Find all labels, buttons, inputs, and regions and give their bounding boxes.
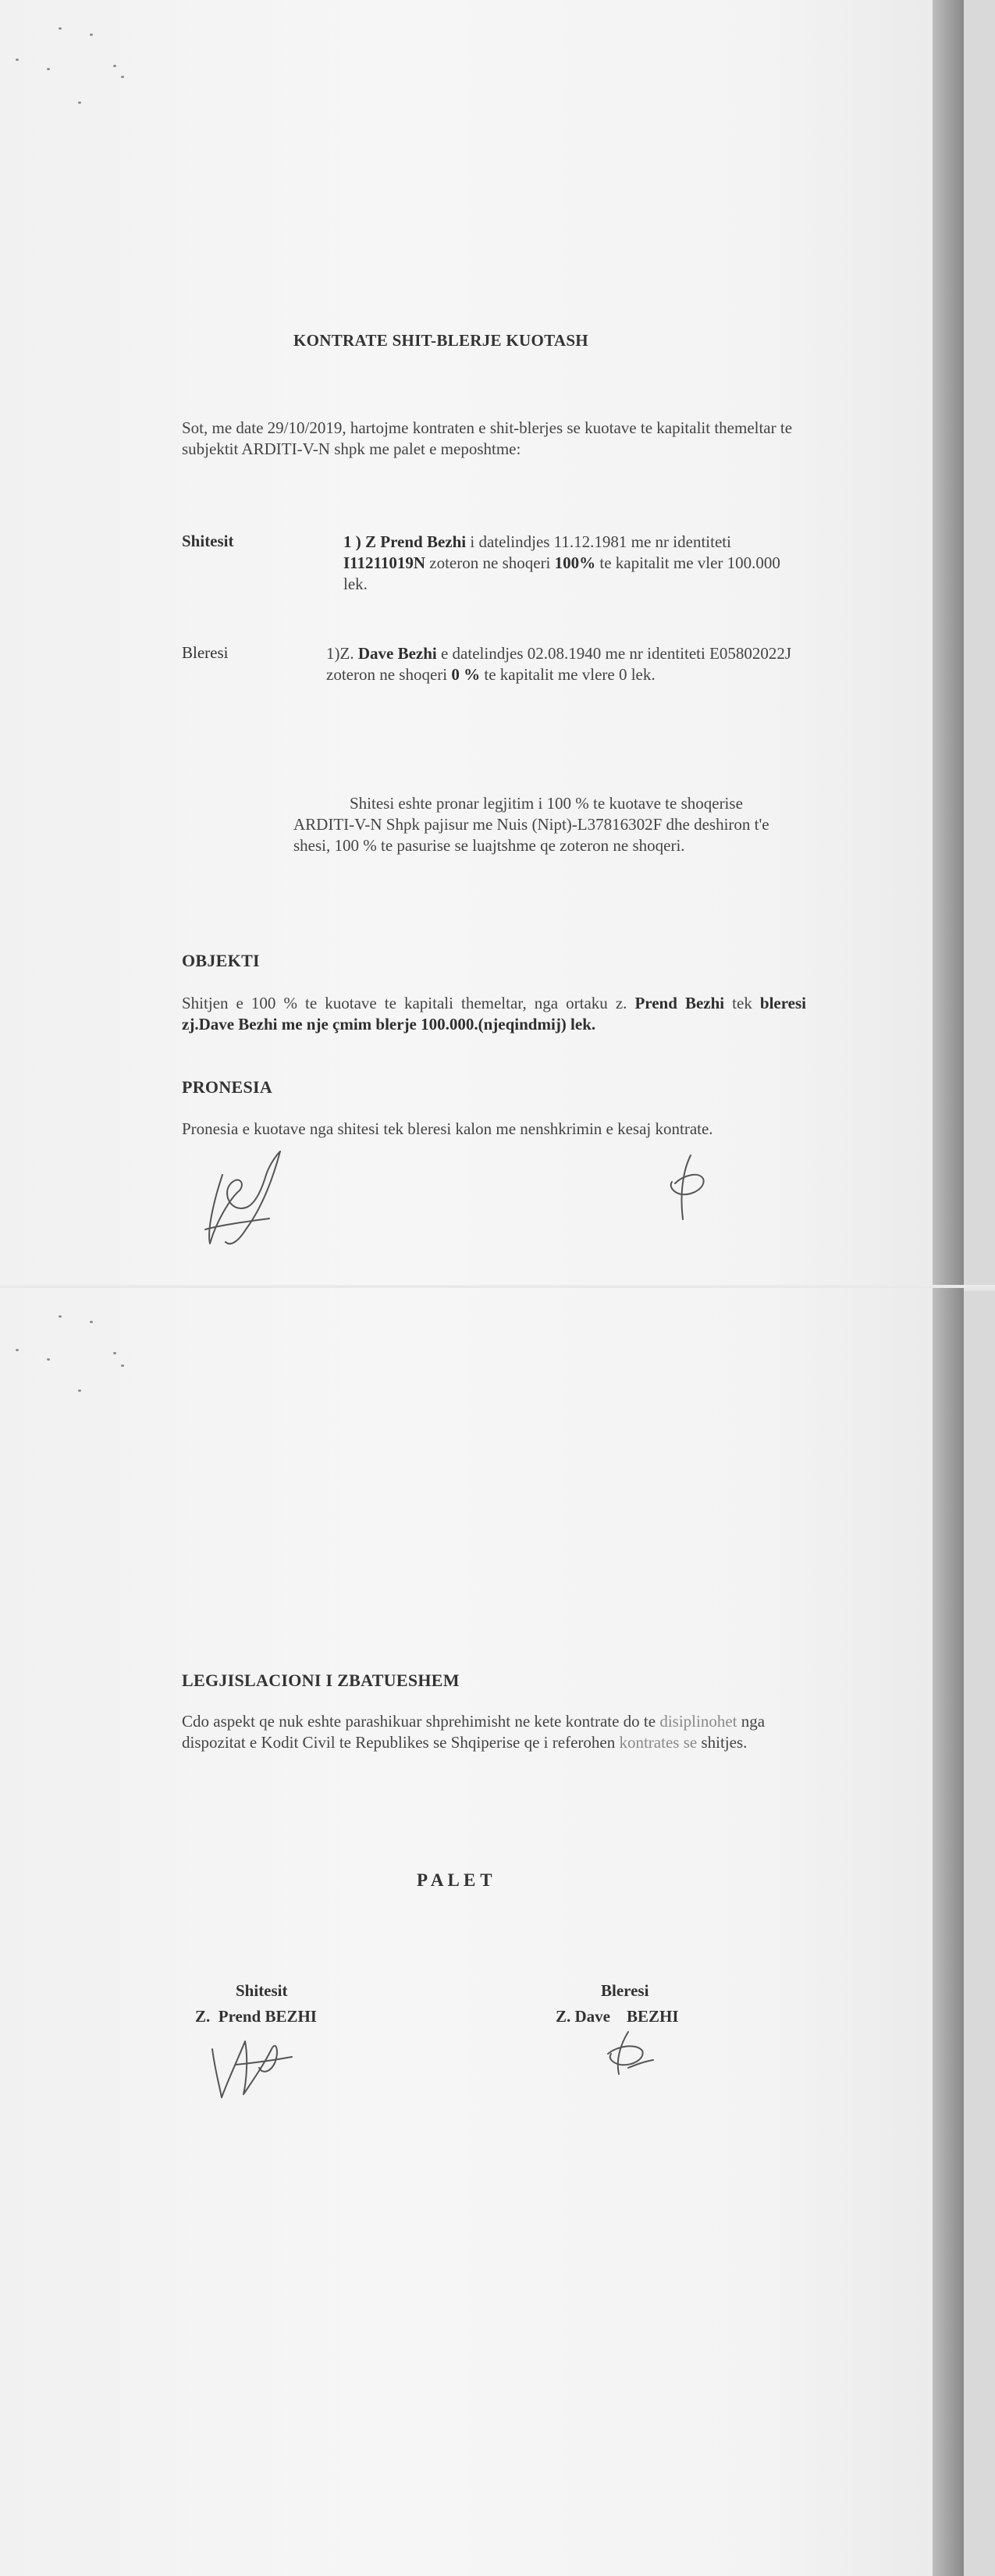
legislation-text-1: Cdo aspekt qe nuk eshte parashikuar shprehimisht ne kete kontrate do te xyxy=(182,1712,660,1731)
buyer-capital-text: te kapitalit me vlere 0 lek. xyxy=(480,665,656,684)
object-seller-name: Prend Bezhi xyxy=(634,994,725,1012)
seller-signature-page2 xyxy=(204,2026,298,2104)
ownership-statement: Shitesi eshte pronar legjitim i 100 % te kuotave te shoqerise ARDITI-V-N Shpk pajisur me Nuis (Nipt)-L37816302F dhe deshiron t'e shesi, 100 % te pasurise se luajtshme qe zoteron ne shoqeri. xyxy=(293,794,769,855)
buyer-share: 0 % xyxy=(451,665,481,684)
buyer-signature-page1 xyxy=(659,1147,714,1226)
seller-share-text: zoteron ne shoqeri xyxy=(425,553,555,572)
seller-prefix: 1 ) xyxy=(343,532,365,551)
buyer-full-name: Z. Dave BEZHI xyxy=(556,2007,679,2026)
seller-capital-text: te kapitalit me vler 100.000 lek. xyxy=(343,553,780,593)
seller-role: Shitesit xyxy=(236,1981,288,2000)
seller-name: Z Prend Bezhi xyxy=(365,532,467,551)
legislation-text-3: shitjes. xyxy=(697,1733,748,1752)
buyer-details xyxy=(326,643,804,685)
buyer-birth-text: e datelindjes 02.08.1940 me nr identiteti E05802022J zoteron ne shoqeri xyxy=(326,644,792,684)
buyer-prefix: 1)Z. xyxy=(326,644,358,663)
buyer-label: Bleresi xyxy=(182,643,229,662)
legislation-faded-1: disiplinohet xyxy=(659,1712,737,1731)
parties-heading: P A L E T xyxy=(417,1870,492,1890)
legislation-text xyxy=(182,1711,818,1753)
seller-share: 100% xyxy=(554,553,596,572)
buyer-name: Dave Bezhi xyxy=(357,644,437,663)
seller-full-name: Z. Prend BEZHI xyxy=(195,2007,317,2026)
seller-signature-page1 xyxy=(199,1144,285,1253)
buyer-signature-page2 xyxy=(597,2026,659,2080)
intro-paragraph: Sot, me date 29/10/2019, hartojme kontraten e shit-blerjes se kuotave te kapitalit themeltar te subjektit ARDITI-V-N shpk me palet e meposhtme: xyxy=(182,418,793,458)
seller-id-number: I11211019N xyxy=(343,553,426,572)
scan-specks xyxy=(12,20,121,105)
scan-specks xyxy=(12,1311,121,1397)
legislation-heading: LEGJISLACIONI I ZBATUESHEM xyxy=(182,1670,460,1690)
contract-page-2 xyxy=(0,1288,964,2576)
buyer-role: Bleresi xyxy=(601,1981,649,2000)
ownership-text: Pronesia e kuotave nga shitesi tek bleresi kalon me nenshkrimin e kesaj kontrate. xyxy=(182,1119,713,1138)
object-text xyxy=(182,993,806,1035)
object-heading: OBJEKTI xyxy=(182,951,260,970)
seller-details xyxy=(343,532,804,595)
scan-edge-shadow xyxy=(933,1288,964,2576)
legislation-text-2: nga dispozitat e Kodit Civil te Republikes se Shqiperise qe i referohen xyxy=(182,1712,766,1752)
contract-page-1 xyxy=(0,0,964,1288)
seller-label: Shitesit xyxy=(182,532,234,550)
scan-edge-shadow xyxy=(933,0,964,1288)
legislation-faded-2: kontrates se xyxy=(619,1733,698,1752)
seller-birth-text: i datelindjes 11.12.1981 me nr identiteti xyxy=(466,532,731,551)
object-buyer-price: bleresi zj.Dave Bezhi me nje çmim blerje 100.000.(njeqindmij) lek. xyxy=(182,994,806,1034)
object-text-2: tek xyxy=(724,994,760,1012)
object-text-1: Shitjen e 100 % te kuotave te kapitali themeltar, nga ortaku z. xyxy=(182,994,635,1012)
ownership-heading: PRONESIA xyxy=(182,1077,273,1097)
contract-title: KONTRATE SHIT-BLERJE KUOTASH xyxy=(293,331,588,350)
